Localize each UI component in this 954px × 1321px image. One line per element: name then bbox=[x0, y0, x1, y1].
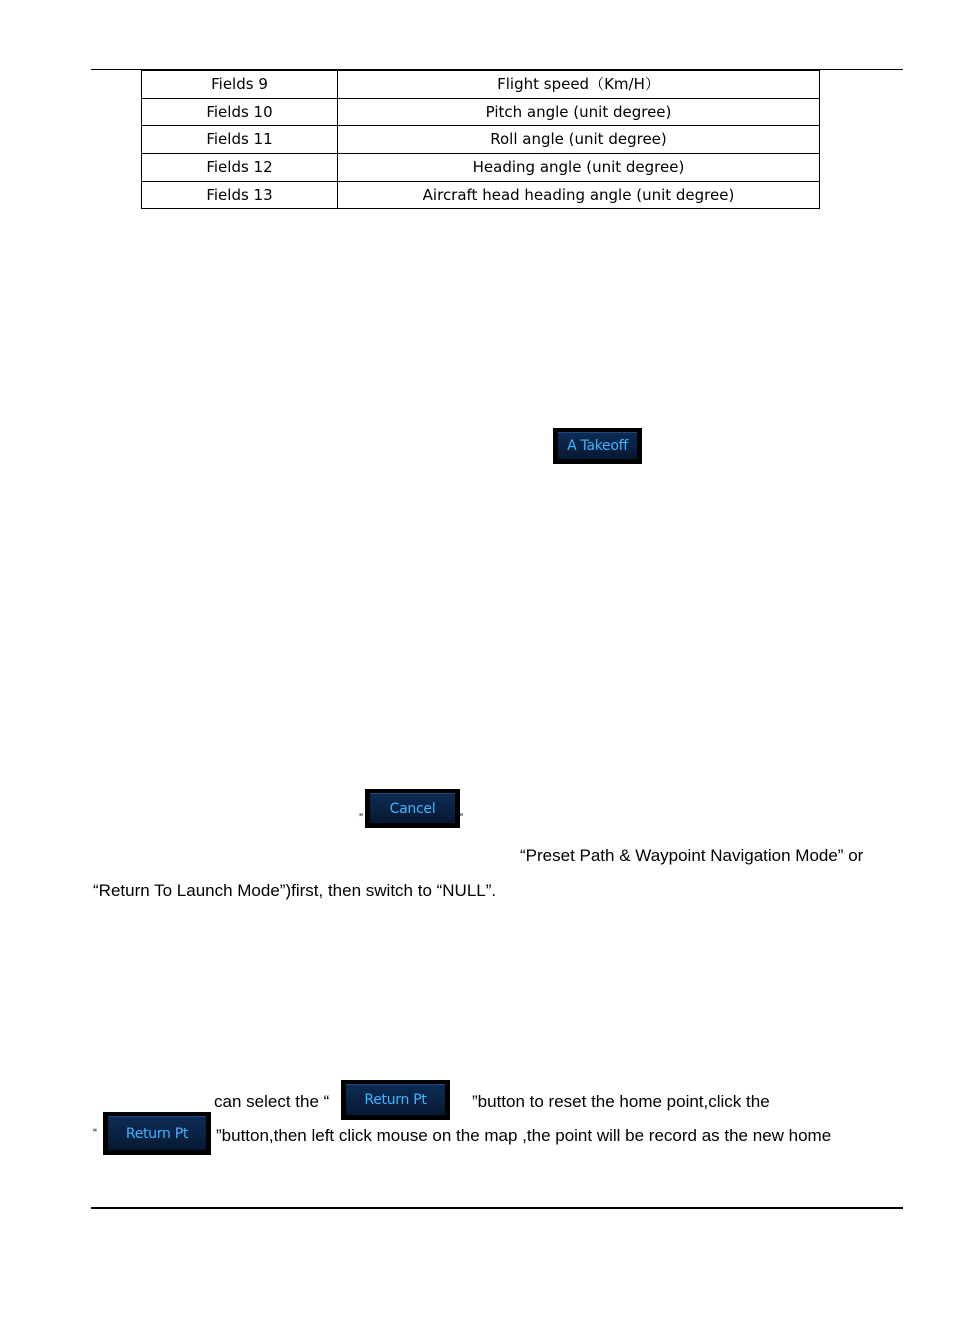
return-pt-open-quote: “ bbox=[93, 1126, 97, 1140]
cancel-button[interactable] bbox=[365, 789, 460, 828]
field-name-cell: Fields 10 bbox=[142, 98, 338, 126]
left-click-text: ”button,then left click mouse on the map ,the point will be record as the new home bbox=[216, 1126, 832, 1145]
cancel-close-quote: ” bbox=[459, 811, 463, 825]
reset-home-text: ”button to reset the home point,click the bbox=[472, 1092, 770, 1111]
return-pt-button-2-label: Return Pt bbox=[108, 1116, 206, 1150]
takeoff-button-label: A Takeoff bbox=[558, 432, 637, 459]
field-name-cell: Fields 11 bbox=[142, 126, 338, 154]
footer-rule bbox=[91, 1207, 903, 1209]
return-pt-button-2[interactable] bbox=[103, 1112, 211, 1155]
fields-table bbox=[141, 70, 820, 209]
return-to-launch-line: “Return To Launch Mode”)first, then switch to “NULL”. bbox=[93, 881, 497, 900]
field-meaning-cell: Pitch angle (unit degree) bbox=[338, 98, 820, 126]
table-row bbox=[142, 71, 820, 99]
return-pt-button[interactable] bbox=[341, 1080, 450, 1120]
return-pt-button-label: Return Pt bbox=[346, 1084, 445, 1115]
field-name-cell: Fields 9 bbox=[142, 71, 338, 99]
cancel-open-quote: ” bbox=[359, 811, 363, 825]
table-row bbox=[142, 126, 820, 154]
table-row bbox=[142, 181, 820, 209]
cancel-button-label: Cancel bbox=[370, 793, 455, 823]
field-meaning-cell: Heading angle (unit degree) bbox=[338, 154, 820, 182]
field-name-cell: Fields 13 bbox=[142, 181, 338, 209]
field-meaning-cell: Roll angle (unit degree) bbox=[338, 126, 820, 154]
table-row bbox=[142, 154, 820, 182]
table-row bbox=[142, 98, 820, 126]
field-meaning-cell: Aircraft head heading angle (unit degree) bbox=[338, 181, 820, 209]
can-select-text: can select the “ bbox=[214, 1092, 330, 1111]
field-meaning-cell: Flight speed（Km/H） bbox=[338, 71, 820, 99]
preset-path-line: “Preset Path & Waypoint Navigation Mode” or bbox=[520, 846, 864, 865]
field-name-cell: Fields 12 bbox=[142, 154, 338, 182]
takeoff-button[interactable] bbox=[553, 428, 642, 464]
